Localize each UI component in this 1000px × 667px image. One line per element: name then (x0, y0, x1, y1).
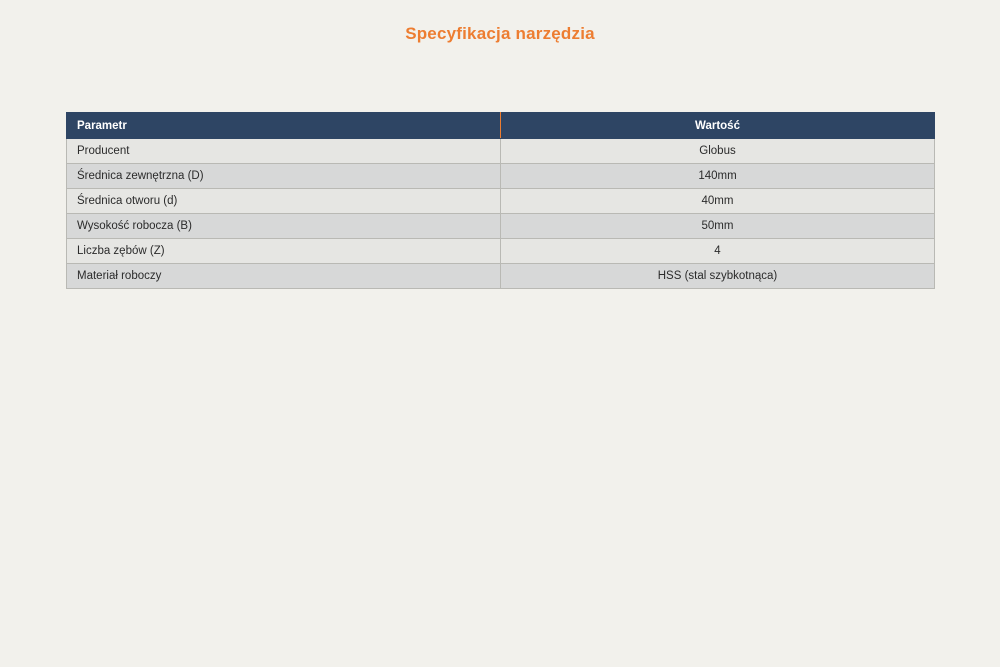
cell-value: 50mm (501, 214, 935, 239)
cell-parameter: Producent (67, 139, 501, 164)
cell-value: 4 (501, 239, 935, 264)
table-row (67, 139, 935, 164)
table-row (67, 189, 935, 214)
cell-value: Globus (501, 139, 935, 164)
cell-value: 40mm (501, 189, 935, 214)
column-header-value: Wartość (501, 113, 935, 139)
table-header-row (67, 113, 935, 139)
cell-parameter: Średnica otworu (d) (67, 189, 501, 214)
cell-parameter: Materiał roboczy (67, 264, 501, 289)
specification-table-container (66, 112, 934, 289)
cell-parameter: Średnica zewnętrzna (D) (67, 164, 501, 189)
table-header (67, 113, 935, 139)
table-row (67, 214, 935, 239)
table-body (67, 139, 935, 289)
column-header-parameter: Parametr (67, 113, 501, 139)
table-row (67, 264, 935, 289)
cell-value: 140mm (501, 164, 935, 189)
cell-parameter: Wysokość robocza (B) (67, 214, 501, 239)
cell-parameter: Liczba zębów (Z) (67, 239, 501, 264)
cell-value: HSS (stal szybkotnąca) (501, 264, 935, 289)
table-row (67, 239, 935, 264)
specification-table (66, 112, 935, 289)
page-title: Specyfikacja narzędzia (405, 24, 595, 43)
table-row (67, 164, 935, 189)
